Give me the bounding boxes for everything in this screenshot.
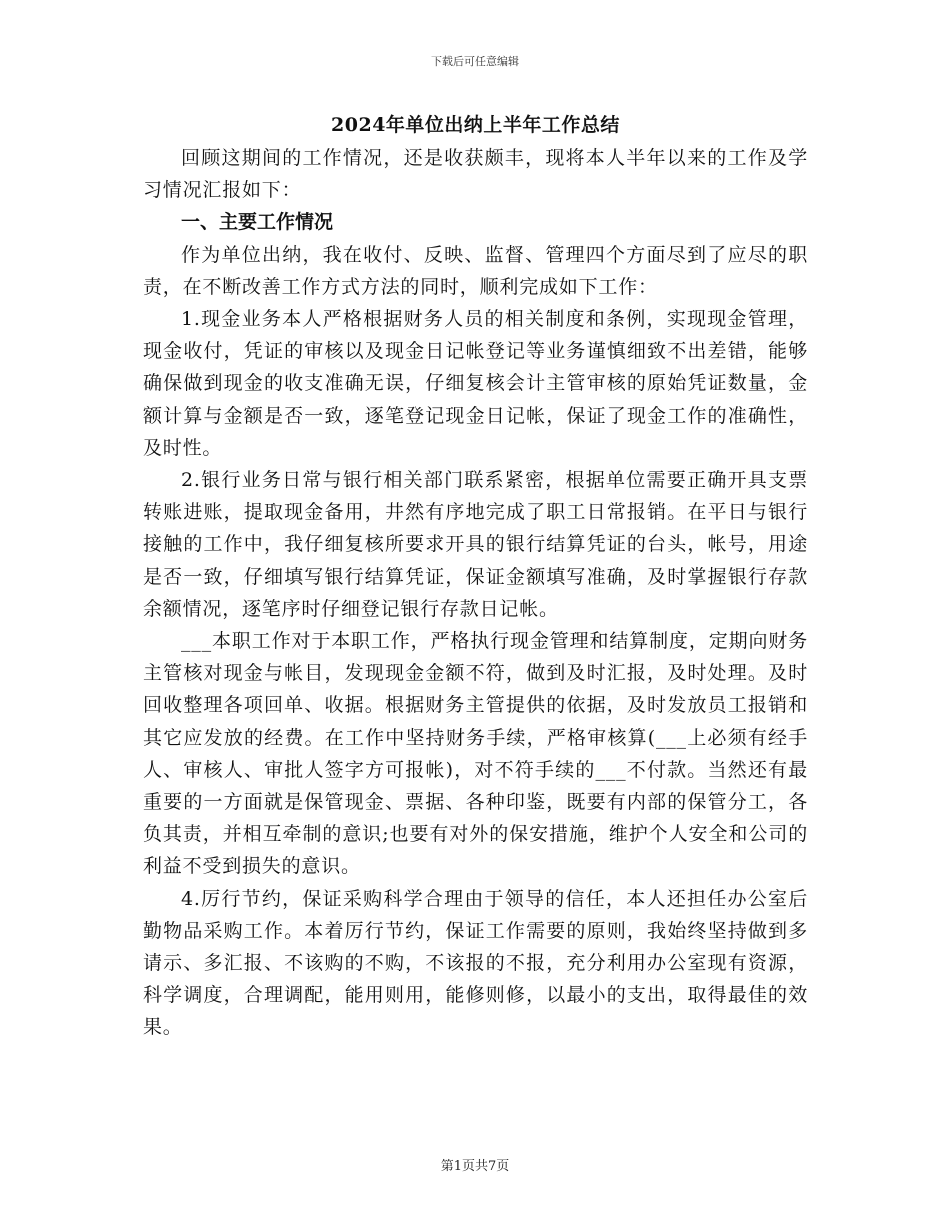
paragraph-overview: 作为单位出纳，我在收付、反映、监督、管理四个方面尽到了应尽的职责，在不断改善工作方式方法的同时，顺利完成如下工作： — [143, 243, 808, 298]
page-footer: 第1页共7页 — [440, 1159, 510, 1174]
header-note: 下载后可任意编辑 — [431, 55, 519, 68]
paragraph-cash-business: 1.现金业务本人严格根据财务人员的相关制度和条例，实现现金管理，现金收付，凭证的审核以及现金日记帐登记等业务谨慎细致不出差错，能够确保做到现金的收支准确无误，仔细复核会计主管审核的原始凭证数量，金额计算与金额是否一致，逐笔登记现金日记帐，保证了现金工作的准确性，及时性。 — [143, 308, 808, 459]
document-body — [143, 108, 808, 1044]
section-heading: 一、主要工作情况 — [181, 211, 334, 234]
intro-paragraph: 回顾这期间的工作情况，还是收获颇丰，现将本人半年以来的工作及学习情况汇报如下： — [143, 147, 808, 202]
paragraph-bank-business: 2.银行业务日常与银行相关部门联系紧密，根据单位需要正确开具支票转账进账，提取现金备用，井然有序地完成了职工日常报销。在平日与银行接触的工作中，我仔细复核所要求开具的银行结算凭证的台头，帐号，用途是否一致，仔细填写银行结算凭证，保证金额填写准确，及时掌握银行存款余额情况，逐笔序时仔细登记银行存款日记帐。 — [143, 469, 808, 620]
paragraph-procurement: 4.厉行节约，保证采购科学合理由于领导的信任，本人还担任办公室后勤物品采购工作。本着厉行节约，保证工作需要的原则，我始终坚持做到多请示、多汇报、不该购的不购，不该报的不报，充分利用办公室现有资源，科学调度，合理调配，能用则用，能修则修，以最小的支出，取得最佳的效果。 — [143, 887, 808, 1039]
document-title: 2024年单位出纳上半年工作总结 — [331, 114, 620, 136]
paragraph-duties: ___本职工作对于本职工作，严格执行现金管理和结算制度，定期向财务主管核对现金与帐目，发现现金金额不符，做到及时汇报，及时处理。及时回收整理各项回单、收据。根据财务主管提供的依据，及时发放员工报销和其它应发放的经费。在工作中坚持财务手续，严格审核算(___上必须有经手人、审核人、审批人签字方可报帐)，对不符手续的___不付款。当然还有最重要的一方面就是保管现金、票据、各种印鉴，既要有内部的保管分工，各负其责，并相互牵制的意识;也要有对外的保安措施，维护个人安全和公司的利益不受到损失的意识。 — [143, 630, 808, 878]
